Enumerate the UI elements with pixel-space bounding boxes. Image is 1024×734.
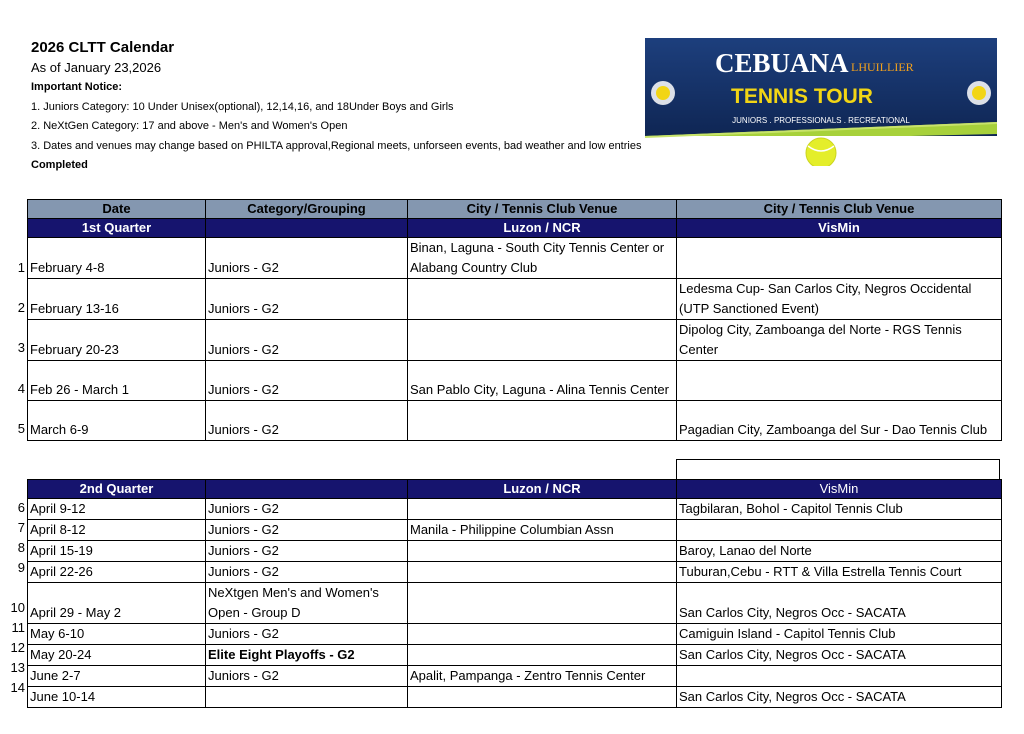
date-cell: March 6-9 <box>28 401 206 441</box>
category-cell: Juniors - G2 <box>206 320 408 361</box>
table-row <box>28 624 1002 645</box>
table-row <box>28 520 1002 541</box>
row-number: 3 <box>17 340 25 355</box>
luzon-venue-cell <box>408 687 677 708</box>
date-cell: May 6-10 <box>28 624 206 645</box>
luzon-venue-cell: Binan, Laguna - South City Tennis Center or Alabang Country Club <box>408 238 677 279</box>
completed-label: Completed <box>31 159 88 171</box>
row-number: 5 <box>17 421 25 436</box>
category-cell: Juniors - G2 <box>206 520 408 541</box>
schedule-table-q1 <box>27 199 1002 441</box>
luzon-venue-cell <box>408 562 677 583</box>
luzon-venue-cell <box>408 401 677 441</box>
category-cell: Juniors - G2 <box>206 541 408 562</box>
date-cell: February 20-23 <box>28 320 206 361</box>
schedule-table-q2 <box>27 479 1002 708</box>
date-cell: April 29 - May 2 <box>28 583 206 624</box>
quarter-label: 2nd Quarter <box>28 480 206 499</box>
table-row <box>28 583 1002 624</box>
category-cell: Juniors - G2 <box>206 624 408 645</box>
date-cell: June 2-7 <box>28 666 206 687</box>
category-cell: NeXtgen Men's and Women's Open - Group D <box>206 583 408 624</box>
row-number: 2 <box>17 300 25 315</box>
logo-tagline: JUNIORS . PROFESSIONALS . RECREATIONAL <box>732 116 910 125</box>
luzon-venue-cell: San Pablo City, Laguna - Alina Tennis Center <box>408 361 677 401</box>
notice-line-1: 1. Juniors Category: 10 Under Unisex(optional), 12,14,16, and 18Under Boys and Girls <box>31 100 454 113</box>
table-row <box>28 499 1002 520</box>
date-cell: April 22-26 <box>28 562 206 583</box>
category-cell: Juniors - G2 <box>206 499 408 520</box>
notice-line-3: 3. Dates and venues may change based on PHILTA approval,Regional meets, unforseen events, bad weather and low entries <box>31 139 642 152</box>
important-notice-label: Important Notice: <box>31 81 123 93</box>
quarter-empty-cell <box>206 219 408 238</box>
logo-tour-text: TENNIS TOUR <box>731 85 873 108</box>
region-luzon-label: Luzon / NCR <box>408 480 677 499</box>
table-row <box>28 666 1002 687</box>
quarter-label: 1st Quarter <box>28 219 206 238</box>
logo-brand-sub-text: LHUILLIER <box>851 60 914 74</box>
luzon-venue-cell <box>408 645 677 666</box>
luzon-venue-cell <box>408 541 677 562</box>
row-number: 10 <box>10 600 25 615</box>
vismin-venue-cell: San Carlos City, Negros Occ - SACATA <box>677 687 1002 708</box>
row-number: 14 <box>10 680 25 695</box>
vismin-venue-cell: San Carlos City, Negros Occ - SACATA <box>677 645 1002 666</box>
date-cell: April 9-12 <box>28 499 206 520</box>
luzon-venue-cell <box>408 279 677 320</box>
quarter-empty-cell <box>206 480 408 499</box>
row-number: 12 <box>10 640 25 655</box>
row-number: 11 <box>11 620 25 635</box>
date-cell: February 4-8 <box>28 238 206 279</box>
table-row <box>28 541 1002 562</box>
luzon-venue-cell: Apalit, Pampanga - Zentro Tennis Center <box>408 666 677 687</box>
date-cell: June 10-14 <box>28 687 206 708</box>
row-number: 13 <box>10 660 25 675</box>
vismin-venue-cell: Tuburan,Cebu - RTT & Villa Estrella Tennis Court <box>677 562 1002 583</box>
table-row <box>28 645 1002 666</box>
vismin-venue-cell: Dipolog City, Zamboanga del Norte - RGS Tennis Center <box>677 320 1002 361</box>
date-cell: April 8-12 <box>28 520 206 541</box>
row-number: 9 <box>17 560 25 575</box>
vismin-venue-cell: Tagbilaran, Bohol - Capitol Tennis Club <box>677 499 1002 520</box>
category-cell: Juniors - G2 <box>206 361 408 401</box>
region-luzon-label: Luzon / NCR <box>408 219 677 238</box>
column-header-venue-vismin: City / Tennis Club Venue <box>677 200 1002 219</box>
page-title: 2026 CLTT Calendar <box>31 39 175 56</box>
vismin-venue-cell <box>677 520 1002 541</box>
table-row <box>28 320 1002 361</box>
vismin-venue-cell: Baroy, Lanao del Norte <box>677 541 1002 562</box>
category-cell: Elite Eight Playoffs - G2 <box>206 645 408 666</box>
region-vismin-label: VisMin <box>677 480 1002 499</box>
category-cell <box>206 687 408 708</box>
row-number: 7 <box>17 520 25 535</box>
header <box>31 38 641 176</box>
table-row <box>28 562 1002 583</box>
table-row <box>28 238 1002 279</box>
as-of-date: As of January 23,2026 <box>31 60 162 75</box>
category-cell: Juniors - G2 <box>206 279 408 320</box>
table-row <box>28 279 1002 320</box>
category-cell: Juniors - G2 <box>206 562 408 583</box>
column-header-category: Category/Grouping <box>206 200 408 219</box>
row-number: 8 <box>17 540 25 555</box>
vismin-venue-cell: Camiguin Island - Capitol Tennis Club <box>677 624 1002 645</box>
column-header-venue-luzon: City / Tennis Club Venue <box>408 200 677 219</box>
date-cell: May 20-24 <box>28 645 206 666</box>
row-number: 1 <box>17 260 25 275</box>
category-cell: Juniors - G2 <box>206 238 408 279</box>
empty-cell-box <box>676 459 1000 479</box>
luzon-venue-cell: Manila - Philippine Columbian Assn <box>408 520 677 541</box>
row-number: 4 <box>17 381 25 396</box>
date-cell: February 13-16 <box>28 279 206 320</box>
luzon-venue-cell <box>408 624 677 645</box>
vismin-venue-cell: San Carlos City, Negros Occ - SACATA <box>677 583 1002 624</box>
vismin-venue-cell: Ledesma Cup- San Carlos City, Negros Occidental (UTP Sanctioned Event) <box>677 279 1002 320</box>
date-cell: April 15-19 <box>28 541 206 562</box>
column-header-date: Date <box>28 200 206 219</box>
vismin-venue-cell <box>677 666 1002 687</box>
category-cell: Juniors - G2 <box>206 666 408 687</box>
date-cell: Feb 26 - March 1 <box>28 361 206 401</box>
vismin-venue-cell: Pagadian City, Zamboanga del Sur - Dao Tennis Club <box>677 401 1002 441</box>
luzon-venue-cell <box>408 499 677 520</box>
notice-line-2: 2. NeXtGen Category: 17 and above - Men's and Women's Open <box>31 120 348 132</box>
category-cell: Juniors - G2 <box>206 401 408 441</box>
table-row <box>28 401 1002 441</box>
luzon-venue-cell <box>408 320 677 361</box>
table-row <box>28 361 1002 401</box>
table-row <box>28 687 1002 708</box>
region-vismin-label: VisMin <box>677 219 1002 238</box>
row-number: 6 <box>17 500 25 515</box>
vismin-venue-cell <box>677 238 1002 279</box>
luzon-venue-cell <box>408 583 677 624</box>
vismin-venue-cell <box>677 361 1002 401</box>
cebuana-tennis-tour-logo <box>645 38 997 166</box>
logo-brand-text: CEBUANA <box>715 48 849 78</box>
